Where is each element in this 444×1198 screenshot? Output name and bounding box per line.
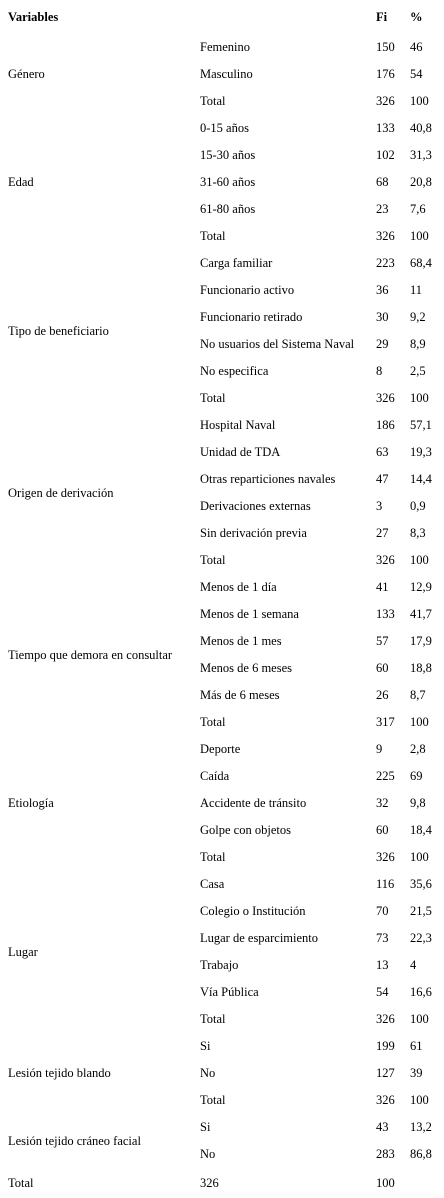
fi-value: 60 bbox=[376, 661, 389, 675]
header-variables: Variables bbox=[8, 9, 59, 24]
variable-name: Lesión tejido blando bbox=[8, 1066, 111, 1080]
grand-total-percent: 100 bbox=[376, 1175, 395, 1190]
category-label: Total bbox=[200, 553, 226, 567]
category-label: Si bbox=[200, 1039, 211, 1053]
percent-value: 100 bbox=[410, 94, 429, 108]
percent-value: 69 bbox=[410, 769, 423, 783]
percent-value: 100 bbox=[410, 229, 429, 243]
variable-name: Lesión tejido cráneo facial bbox=[8, 1133, 141, 1148]
table-row bbox=[0, 574, 444, 601]
percent-value: 68,4 bbox=[410, 256, 432, 270]
category-label: Menos de 1 semana bbox=[200, 607, 299, 621]
category-label: Más de 6 meses bbox=[200, 688, 280, 702]
percent-value: 35,6 bbox=[410, 877, 432, 891]
percent-value: 9,8 bbox=[410, 796, 426, 810]
category-label: Deporte bbox=[200, 742, 241, 756]
variable-name: Origen de derivación bbox=[8, 485, 114, 500]
fi-value: 57 bbox=[376, 634, 389, 648]
variable-name: Etiología bbox=[8, 796, 54, 810]
percent-value: 61 bbox=[410, 1039, 423, 1053]
fi-value: 3 bbox=[376, 499, 383, 513]
percent-value: 9,2 bbox=[410, 310, 426, 324]
category-label: Hospital Naval bbox=[200, 418, 276, 432]
fi-value: 70 bbox=[376, 904, 389, 918]
percent-value: 18,4 bbox=[410, 823, 432, 837]
category-label: No bbox=[200, 1066, 216, 1080]
table-row bbox=[0, 1033, 444, 1060]
percent-value: 86,8 bbox=[410, 1147, 432, 1161]
table-row bbox=[0, 115, 444, 142]
fi-value: 223 bbox=[376, 256, 395, 270]
variable-name: Tiempo que demora en consultar bbox=[8, 647, 173, 662]
fi-value: 47 bbox=[376, 472, 389, 486]
percent-value: 17,9 bbox=[410, 634, 432, 648]
category-label: Vía Pública bbox=[200, 985, 259, 999]
fi-value: 43 bbox=[376, 1120, 389, 1134]
percent-value: 4 bbox=[410, 958, 417, 972]
table-row bbox=[0, 1114, 444, 1141]
category-label: Golpe con objetos bbox=[200, 823, 291, 837]
category-label: Total bbox=[200, 229, 226, 243]
table-row bbox=[0, 34, 444, 61]
percent-value: 31,3 bbox=[410, 148, 432, 162]
category-label: Menos de 1 mes bbox=[200, 634, 282, 648]
fi-value: 326 bbox=[376, 94, 395, 108]
fi-value: 116 bbox=[376, 877, 395, 891]
percent-value: 13,2 bbox=[410, 1120, 432, 1134]
category-label: Femenino bbox=[200, 40, 250, 54]
category-label: Otras reparticiones navales bbox=[200, 472, 336, 486]
fi-value: 127 bbox=[376, 1066, 395, 1080]
percent-value: 39 bbox=[410, 1066, 423, 1080]
percent-value: 14,4 bbox=[410, 472, 432, 486]
fi-value: 63 bbox=[376, 445, 389, 459]
category-label: Menos de 1 día bbox=[200, 580, 277, 594]
fi-value: 225 bbox=[376, 769, 395, 783]
variable-name: Tipo de beneficiario bbox=[8, 323, 109, 338]
category-label: No usuarios del Sistema Naval bbox=[200, 337, 355, 351]
fi-value: 317 bbox=[376, 715, 395, 729]
header-fi: Fi bbox=[376, 9, 388, 24]
percent-value: 46 bbox=[410, 40, 423, 54]
table-header-row bbox=[0, 0, 444, 34]
fi-value: 29 bbox=[376, 337, 389, 351]
fi-value: 133 bbox=[376, 607, 395, 621]
fi-value: 60 bbox=[376, 823, 389, 837]
header-percent: % bbox=[410, 9, 423, 24]
percent-value: 8,9 bbox=[410, 337, 426, 351]
percent-value: 40,8 bbox=[410, 121, 432, 135]
fi-value: 283 bbox=[376, 1147, 395, 1161]
grand-total-row bbox=[0, 1168, 444, 1198]
category-label: No bbox=[200, 1147, 216, 1161]
fi-value: 326 bbox=[376, 850, 395, 864]
percent-value: 100 bbox=[410, 715, 429, 729]
percent-value: 100 bbox=[410, 1093, 429, 1107]
category-label: Accidente de tránsito bbox=[200, 796, 307, 810]
category-label: Trabajo bbox=[200, 958, 239, 972]
table-row bbox=[0, 250, 444, 277]
category-label: 31-60 años bbox=[200, 175, 256, 189]
category-label: Derivaciones externas bbox=[200, 499, 311, 513]
percent-value: 41,7 bbox=[410, 607, 432, 621]
category-label: Total bbox=[200, 391, 226, 405]
percent-value: 21,5 bbox=[410, 904, 432, 918]
category-label: 15-30 años bbox=[200, 148, 256, 162]
percent-value: 57,1 bbox=[410, 418, 432, 432]
fi-value: 30 bbox=[376, 310, 389, 324]
fi-value: 8 bbox=[376, 364, 383, 378]
category-label: 61-80 años bbox=[200, 202, 256, 216]
fi-value: 36 bbox=[376, 283, 389, 297]
fi-value: 13 bbox=[376, 958, 389, 972]
percent-value: 0,9 bbox=[410, 499, 426, 513]
percent-value: 8,7 bbox=[410, 688, 426, 702]
fi-value: 32 bbox=[376, 796, 389, 810]
header-category bbox=[192, 0, 368, 34]
category-label: Funcionario retirado bbox=[200, 310, 303, 324]
category-label: Caída bbox=[200, 769, 230, 783]
category-label: Carga familiar bbox=[200, 256, 273, 270]
percent-value: 54 bbox=[410, 67, 423, 81]
table-row bbox=[0, 412, 444, 439]
fi-value: 23 bbox=[376, 202, 389, 216]
fi-value: 102 bbox=[376, 148, 395, 162]
fi-value: 9 bbox=[376, 742, 383, 756]
percent-value: 12,9 bbox=[410, 580, 432, 594]
fi-value: 326 bbox=[376, 229, 395, 243]
variable-name: Edad bbox=[8, 175, 34, 189]
category-label: Menos de 6 meses bbox=[200, 661, 292, 675]
category-label: Masculino bbox=[200, 67, 253, 81]
fi-value: 326 bbox=[376, 1093, 395, 1107]
category-label: Total bbox=[200, 1093, 226, 1107]
fi-value: 176 bbox=[376, 67, 395, 81]
fi-value: 73 bbox=[376, 931, 389, 945]
variable-name: Lugar bbox=[8, 944, 38, 959]
category-label: Unidad de TDA bbox=[200, 445, 281, 459]
table-body bbox=[0, 34, 444, 1168]
category-label: 0-15 años bbox=[200, 121, 249, 135]
grand-total-value: 326 bbox=[200, 1175, 219, 1190]
fi-value: 326 bbox=[376, 553, 395, 567]
percent-value: 11 bbox=[410, 283, 423, 297]
fi-value: 26 bbox=[376, 688, 389, 702]
category-label: Casa bbox=[200, 877, 225, 891]
category-label: Lugar de esparcimiento bbox=[200, 931, 319, 945]
percent-value: 7,6 bbox=[410, 202, 426, 216]
percent-value: 100 bbox=[410, 850, 429, 864]
percent-value: 19,3 bbox=[410, 445, 432, 459]
fi-value: 186 bbox=[376, 418, 395, 432]
percent-value: 100 bbox=[410, 1012, 429, 1026]
fi-value: 326 bbox=[376, 391, 395, 405]
fi-value: 199 bbox=[376, 1039, 395, 1053]
fi-value: 133 bbox=[376, 121, 395, 135]
percent-value: 20,8 bbox=[410, 175, 432, 189]
percent-value: 16,6 bbox=[410, 985, 432, 999]
fi-value: 68 bbox=[376, 175, 389, 189]
table-row bbox=[0, 736, 444, 763]
variable-name: Género bbox=[8, 67, 45, 81]
percent-value: 22,3 bbox=[410, 931, 432, 945]
fi-value: 54 bbox=[376, 985, 389, 999]
category-label: Total bbox=[200, 850, 226, 864]
percent-value: 100 bbox=[410, 553, 429, 567]
category-label: Total bbox=[200, 1012, 226, 1026]
grand-total-empty bbox=[404, 1168, 444, 1198]
percent-value: 2,5 bbox=[410, 364, 426, 378]
grand-total-label: Total bbox=[8, 1175, 34, 1190]
fi-value: 41 bbox=[376, 580, 389, 594]
table-row bbox=[0, 871, 444, 898]
category-label: Si bbox=[200, 1120, 211, 1134]
fi-value: 326 bbox=[376, 1012, 395, 1026]
percent-value: 8,3 bbox=[410, 526, 426, 540]
fi-value: 27 bbox=[376, 526, 389, 540]
category-label: Sin derivación previa bbox=[200, 526, 307, 540]
category-label: Funcionario activo bbox=[200, 283, 295, 297]
category-label: Colegio o Institución bbox=[200, 904, 306, 918]
percent-value: 100 bbox=[410, 391, 429, 405]
category-label: Total bbox=[200, 715, 226, 729]
category-label: No especifica bbox=[200, 364, 269, 378]
category-label: Total bbox=[200, 94, 226, 108]
fi-value: 150 bbox=[376, 40, 395, 54]
percent-value: 18,8 bbox=[410, 661, 432, 675]
percent-value: 2,8 bbox=[410, 742, 426, 756]
